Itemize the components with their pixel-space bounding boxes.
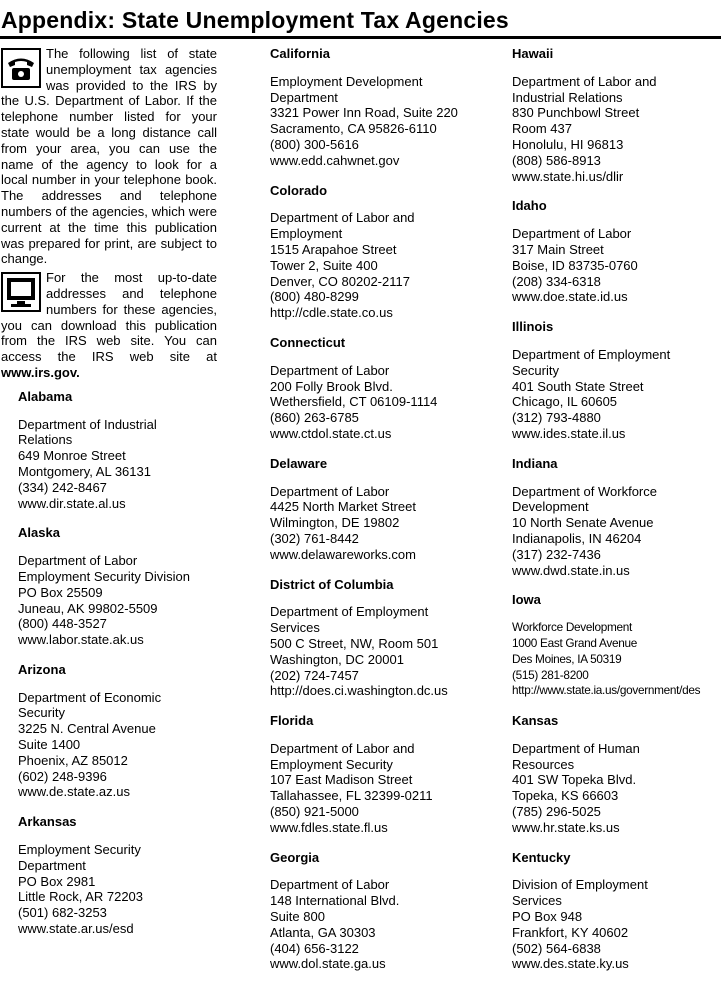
column-1 (1, 46, 217, 951)
page-title: Appendix: State Unemployment Tax Agencies (1, 7, 509, 33)
agency-detail-line: Wilmington, DE 19802 (270, 515, 400, 531)
agency-detail-line: Security (18, 705, 65, 721)
agency-detail-line: (800) 448-3527 (18, 616, 107, 632)
computer-monitor-icon (1, 272, 41, 312)
agency-website-link[interactable]: www.edd.cahwnet.gov (270, 152, 400, 168)
agency-detail-line: Employment (270, 226, 343, 242)
agency-detail-line: Employment Security (18, 842, 141, 858)
agency-detail-line: 500 C Street, NW, Room 501 (270, 635, 439, 651)
agency-website-link[interactable]: www.doe.state.id.us (512, 289, 628, 305)
agency-detail-line: Indianapolis, IN 46204 (512, 530, 642, 546)
agency-website-link[interactable]: www.state.ar.us/esd (18, 921, 134, 937)
agency-detail-line: 830 Punchbowl Street (512, 105, 640, 121)
agency-detail-line: Sacramento, CA 95826-6110 (270, 121, 437, 137)
state-heading: Arizona (18, 661, 66, 677)
agency-detail-line: Employment Development (270, 73, 423, 89)
agency-entry (18, 553, 217, 648)
state-heading: District of Columbia (270, 576, 394, 592)
agency-detail-line: (302) 761-8442 (270, 530, 359, 546)
state-heading: Colorado (270, 182, 328, 198)
agency-detail-line: Department (270, 89, 338, 105)
agency-detail-line: Division of Employment (512, 877, 648, 893)
agency-detail-line: (850) 921-5000 (270, 804, 359, 820)
agency-detail-line: (515) 281-8200 (512, 667, 589, 682)
agency-entry (270, 877, 500, 972)
agency-detail-line: Washington, DC 20001 (270, 651, 404, 667)
agency-entry (512, 484, 721, 579)
agency-detail-line: PO Box 25509 (18, 584, 103, 600)
agency-detail-line: PO Box 948 (512, 909, 583, 925)
agency-detail-line: (502) 564-6838 (512, 940, 601, 956)
agency-entry (270, 484, 500, 563)
agency-detail-line: 1000 East Grand Avenue (512, 635, 638, 650)
agency-detail-line: Security (512, 362, 559, 378)
agency-detail-line: Department of Economic (18, 689, 162, 705)
agency-detail-line: Department of Labor (270, 362, 390, 378)
state-heading: Hawaii (512, 46, 554, 61)
agency-website-link[interactable]: www.dwd.state.in.us (512, 562, 630, 578)
agency-detail-line: Tallahassee, FL 32399-0211 (270, 788, 433, 804)
agency-entry (512, 620, 721, 699)
agency-list-column-1 (1, 389, 217, 937)
state-heading: Connecticut (270, 334, 346, 350)
agency-website-link[interactable]: www.de.state.az.us (18, 784, 130, 800)
intro-paragraph-2 (1, 270, 217, 381)
state-heading: Iowa (512, 592, 541, 608)
intro-paragraph-1 (1, 46, 217, 267)
agency-detail-line: Chicago, IL 60605 (512, 394, 618, 410)
agency-entry (512, 74, 721, 185)
agency-detail-line: Workforce Development (512, 620, 633, 635)
agency-detail-line: Tower 2, Suite 400 (270, 257, 378, 273)
agency-entry (512, 347, 721, 442)
agency-detail-line: (312) 793-4880 (512, 410, 601, 426)
agency-detail-line: Department of Labor and (512, 73, 657, 89)
agency-detail-line: Services (270, 620, 320, 636)
agency-detail-line: Department of Employment (270, 604, 429, 620)
agency-detail-line: Department of Labor (270, 483, 390, 499)
agency-website-link[interactable]: www.ides.state.il.us (512, 425, 626, 441)
agency-detail-line: Department of Labor and (270, 210, 415, 226)
state-heading: Delaware (270, 455, 328, 471)
agency-website-link[interactable]: www.dir.state.al.us (18, 495, 126, 511)
agency-website-link[interactable]: www.ctdol.state.ct.us (270, 425, 392, 441)
agency-detail-line: Department of Labor (270, 877, 390, 893)
agency-detail-line: (800) 300-5616 (270, 136, 359, 152)
agency-website-link[interactable]: http://cdle.state.co.us (270, 305, 393, 321)
agency-website-link[interactable]: www.hr.state.ks.us (512, 819, 620, 835)
agency-detail-line: 10 North Senate Avenue (512, 515, 654, 531)
agency-detail-line: Phoenix, AZ 85012 (18, 752, 128, 768)
agency-entry (270, 363, 500, 442)
agency-detail-line: (202) 724-7457 (270, 667, 359, 683)
intro-text-2: For the most up-to-date addresses and telephone numbers for these agencies, you can download this publication from the IRS web site. You can access the IRS web site at (1, 270, 217, 365)
agency-detail-line: 200 Folly Brook Blvd. (270, 378, 393, 394)
agency-website-link[interactable]: www.fdles.state.fl.us (270, 819, 388, 835)
agency-website-link[interactable]: http://www.state.ia.us/government/des (512, 683, 701, 698)
agency-entry (18, 417, 217, 512)
agency-website-link[interactable]: www.dol.state.ga.us (270, 956, 386, 972)
state-heading: Indiana (512, 455, 558, 471)
irs-website-link[interactable]: www.irs.gov. (1, 364, 80, 380)
agency-entry (270, 210, 500, 321)
agency-list-column-3 (512, 46, 721, 972)
agency-detail-line: Frankfort, KY 40602 (512, 924, 629, 940)
title-rule (0, 36, 721, 39)
intro-text-1: The following list of state unemployment tax agencies was provided to the IRS by the U.S. Department of Labor. If the telephone number listed for your state would be a long distance call from your area, you can use the name of the agency to look for a local number in your telephone book. The addresses and telephone numbers of the agencies, which were current at the time this publication was prepared for print, are subject to change. (1, 46, 217, 267)
agency-website-link[interactable]: www.delawareworks.com (270, 546, 416, 562)
agency-detail-line: Atlanta, GA 30303 (270, 924, 376, 940)
state-heading: Georgia (270, 849, 320, 865)
agency-detail-line: (785) 296-5025 (512, 804, 601, 820)
column-3 (512, 46, 721, 986)
agency-detail-line: (317) 232-7436 (512, 546, 601, 562)
agency-entry (270, 741, 500, 836)
state-heading: Kansas (512, 713, 559, 729)
column-2 (270, 46, 500, 986)
agency-detail-line: 4425 North Market Street (270, 499, 416, 515)
agency-detail-line: (808) 586-8913 (512, 152, 601, 168)
agency-detail-line: (208) 334-6318 (512, 273, 601, 289)
state-heading: Alabama (18, 388, 73, 404)
agency-detail-line: Suite 800 (270, 909, 325, 925)
agency-website-link[interactable]: www.des.state.ky.us (512, 956, 629, 972)
agency-detail-line: Room 437 (512, 121, 572, 137)
agency-detail-line: 1515 Arapahoe Street (270, 241, 397, 257)
state-heading: Alaska (18, 525, 60, 541)
telephone-icon (1, 48, 41, 88)
agency-entry (18, 690, 217, 801)
agency-detail-line: Department (18, 857, 86, 873)
agency-entry (18, 842, 217, 937)
agency-website-link[interactable]: www.labor.state.ak.us (18, 632, 144, 648)
agency-detail-line: Suite 1400 (18, 737, 81, 753)
agency-detail-line: 148 International Blvd. (270, 893, 400, 909)
agency-entry (512, 741, 721, 836)
agency-detail-line: Juneau, AK 99802-5509 (18, 600, 158, 616)
agency-detail-line: Montgomery, AL 36131 (18, 463, 151, 479)
agency-detail-line: 649 Monroe Street (18, 448, 126, 464)
agency-detail-line: Department of Human (512, 740, 640, 756)
agency-detail-line: Department of Workforce (512, 483, 657, 499)
state-heading: California (270, 46, 330, 61)
state-heading: Idaho (512, 198, 547, 214)
agency-website-link[interactable]: www.state.hi.us/dlir (512, 168, 624, 184)
agency-detail-line: (602) 248-9396 (18, 768, 107, 784)
agency-detail-line: Boise, ID 83735-0760 (512, 257, 638, 273)
agency-detail-line: Resources (512, 756, 575, 772)
agency-detail-line: Denver, CO 80202-2117 (270, 273, 410, 289)
agency-detail-line: Wethersfield, CT 06109-1114 (270, 394, 438, 410)
agency-entry (512, 877, 721, 972)
agency-website-link[interactable]: http://does.ci.washington.dc.us (270, 683, 448, 699)
agency-detail-line: Department of Labor (512, 226, 632, 242)
agency-detail-line: (404) 656-3122 (270, 940, 359, 956)
agency-entry (270, 604, 500, 699)
agency-list-column-2 (270, 46, 500, 972)
agency-detail-line: 401 South State Street (512, 378, 644, 394)
agency-detail-line: (860) 263-6785 (270, 410, 359, 426)
state-heading: Arkansas (18, 814, 77, 830)
agency-detail-line: 3225 N. Central Avenue (18, 721, 156, 737)
agency-detail-line: Department of Labor and (270, 740, 415, 756)
agency-detail-line: Development (512, 499, 589, 515)
agency-detail-line: Industrial Relations (512, 89, 623, 105)
agency-detail-line: (501) 682-3253 (18, 905, 107, 921)
state-heading: Florida (270, 713, 314, 729)
agency-detail-line: Services (512, 893, 562, 909)
agency-detail-line: Relations (18, 432, 73, 448)
agency-detail-line: 317 Main Street (512, 241, 604, 257)
agency-detail-line: Department of Industrial (18, 416, 157, 432)
agency-detail-line: Department of Labor (18, 553, 138, 569)
agency-detail-line: Employment Security (270, 756, 393, 772)
agency-detail-line: 401 SW Topeka Blvd. (512, 772, 637, 788)
agency-entry (512, 226, 721, 305)
agency-detail-line: Honolulu, HI 96813 (512, 136, 624, 152)
agency-entry (270, 74, 500, 169)
agency-detail-line: PO Box 2981 (18, 873, 96, 889)
agency-detail-line: Department of Employment (512, 346, 671, 362)
agency-detail-line: (334) 242-8467 (18, 479, 107, 495)
state-heading: Kentucky (512, 849, 571, 865)
agency-detail-line: Topeka, KS 66603 (512, 788, 619, 804)
agency-detail-line: 3321 Power Inn Road, Suite 220 (270, 105, 458, 121)
agency-detail-line: Des Moines, IA 50319 (512, 651, 622, 666)
agency-detail-line: 107 East Madison Street (270, 772, 413, 788)
agency-detail-line: Employment Security Division (18, 568, 190, 584)
agency-detail-line: (800) 480-8299 (270, 289, 359, 305)
agency-detail-line: Little Rock, AR 72203 (18, 889, 144, 905)
state-heading: Illinois (512, 319, 554, 335)
